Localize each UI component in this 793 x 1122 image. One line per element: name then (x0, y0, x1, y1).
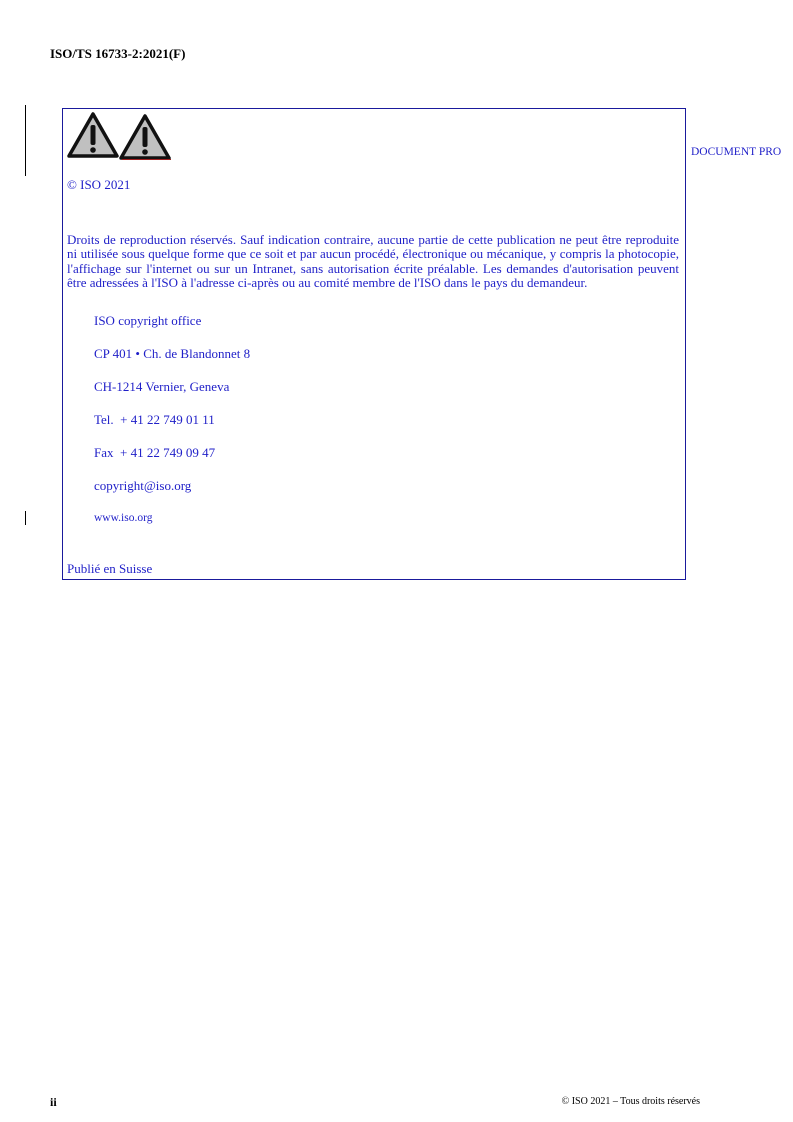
address-line: ISO copyright office (94, 313, 202, 328)
copyright-box (62, 108, 686, 580)
copyright-line: © ISO 2021 (67, 177, 131, 192)
footer-rights: © ISO 2021 – Tous droits réservés (561, 1096, 700, 1107)
rights-paragraph: Droits de reproduction réservés. Sauf indication contraire, aucune partie de cette publication ne peut être reproduite ni utilisée sous quelque forme que ce soit et par aucun procédé, électronique ou mécanique, y compris la photocopie, l'affichage sur l'internet ou sur un Intranet, sans autorisation écrite préalable. Les demandes d'autorisation peuvent être adressées à l'ISO à l'adresse ci-après ou au comité membre de l'ISO dans le pays du demandeur. (67, 232, 679, 290)
change-bar (25, 105, 26, 176)
website-link[interactable]: www.iso.org (94, 512, 153, 524)
published-line: Publié en Suisse (67, 561, 153, 576)
address-line: CP 401 • Ch. de Blandonnet 8 (94, 346, 251, 361)
warning-triangle-icon (121, 116, 169, 158)
side-note: DOCUMENT PRO (691, 146, 782, 158)
warning-icons (67, 111, 175, 161)
page-number: ii (50, 1095, 57, 1109)
phone-line: Tel. + 41 22 749 01 11 (94, 412, 215, 427)
document-id-header: ISO/TS 16733-2:2021(F) (50, 46, 186, 61)
address-line: CH-1214 Vernier, Geneva (94, 379, 230, 394)
change-bar (25, 511, 26, 525)
email-link[interactable]: copyright@iso.org (94, 478, 192, 493)
warning-triangle-icon (69, 114, 117, 156)
fax-line: Fax + 41 22 749 09 47 (94, 445, 216, 460)
